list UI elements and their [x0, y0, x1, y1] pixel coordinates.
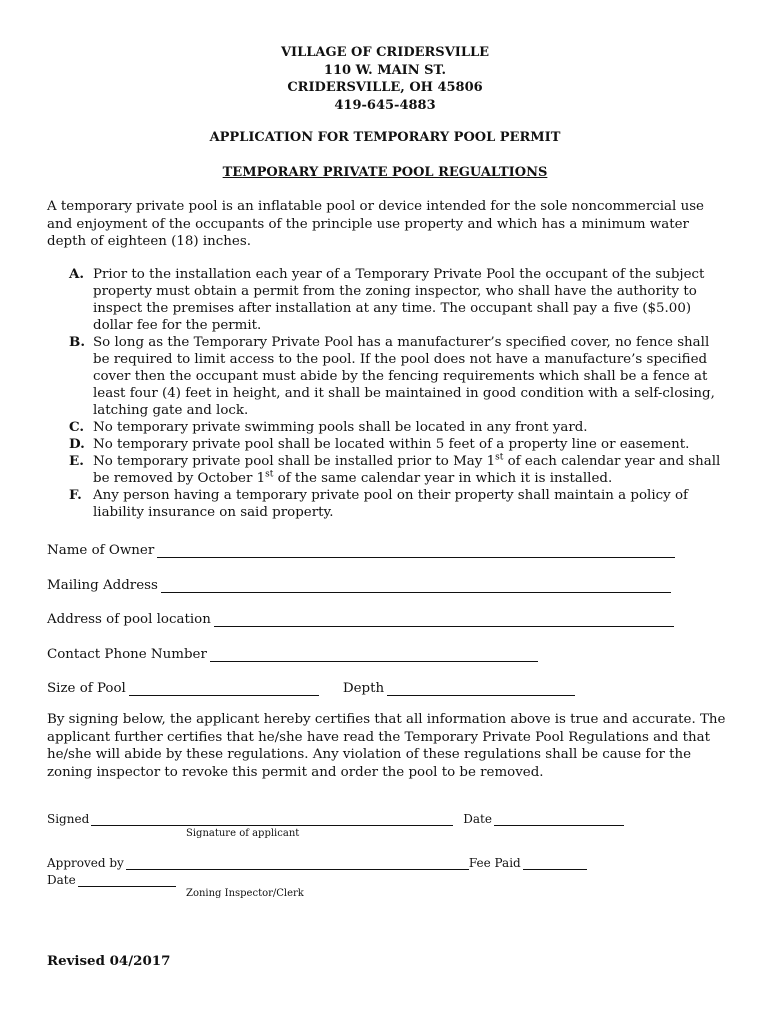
rule-letter: E. [69, 453, 84, 469]
certification-paragraph: By signing below, the applicant hereby certifies that all information above is true and accurate. The applicant further certifies that he/she have read the Temporary Private Pool Regulations and that he/she will abide by these regulations. Any violation of these regulations shall be cause for the zoning inspector to revoke this permit and order the pool to be removed. [47, 712, 726, 780]
approval-date-row [47, 873, 176, 887]
approval-date-label: Date [47, 873, 76, 887]
approved-row [47, 856, 587, 870]
owner-input[interactable] [157, 543, 675, 558]
size-label: Size of Pool [47, 681, 126, 696]
depth-input[interactable] [387, 681, 575, 696]
depth-label: Depth [342, 681, 385, 696]
city-state-zip: CRIDERSVILLE, OH 45806 [287, 80, 483, 95]
rule-text: of each calendar year and shall be removed by October 1 [93, 454, 721, 486]
revision-note: Revised 04/2017 [47, 953, 171, 969]
rule-text: So long as the Temporary Private Pool has a manufacturer’s specified cover, no fence shall be required to limit access to the pool. If the pool does not have a manufacture’s specified cover then the occupant must abide by the fencing requirements which shall be a fence at least four (4) feet in height, and it shall be maintained in good condition with a self-closing, latching gate and lock. [93, 335, 715, 418]
rule-text: of the same calendar year in which it is installed. [273, 471, 613, 486]
rule-text: No temporary private pool shall be located within 5 feet of a property line or easement. [93, 437, 690, 452]
signature-input[interactable] [91, 813, 453, 826]
regulations-list [47, 266, 727, 521]
signature-caption: Signature of applicant [186, 828, 300, 839]
date-input[interactable] [494, 813, 624, 826]
location-label: Address of pool location [47, 612, 211, 627]
approved-label: Approved by [47, 856, 124, 870]
rule-letter: F. [69, 487, 82, 503]
rule-d [47, 436, 727, 453]
mailing-input[interactable] [161, 578, 671, 593]
rule-a [47, 266, 727, 334]
size-depth-row [47, 678, 575, 696]
inspector-caption: Zoning Inspector/Clerk [186, 888, 304, 899]
street-address: 110 W. MAIN ST. [323, 62, 447, 78]
phone-label: Contact Phone Number [47, 647, 207, 662]
letterhead [0, 44, 770, 114]
approved-input[interactable] [126, 857, 469, 870]
owner-label: Name of Owner [47, 543, 155, 558]
rule-text: No temporary private pool shall be installed prior to May 1 [93, 454, 496, 469]
mailing-label: Mailing Address [47, 578, 158, 593]
signed-row [47, 812, 624, 826]
size-input[interactable] [129, 681, 319, 696]
rule-letter: B. [69, 334, 85, 350]
ordinal-suffix: st [265, 469, 274, 480]
rule-letter: D. [69, 436, 85, 452]
fee-input[interactable] [523, 857, 587, 870]
fee-label: Fee Paid [468, 856, 521, 870]
intro-paragraph: A temporary private pool is an inflatable pool or device intended for the sole noncommercial use and enjoyment of the occupants of the principle use property and which has a minimum water depth of eighteen (18) inches. [47, 199, 704, 249]
rule-text: No temporary private swimming pools shall be located in any front yard. [93, 420, 588, 435]
rule-e [47, 453, 727, 487]
mailing-field [47, 575, 671, 593]
rule-c [47, 419, 727, 436]
regulations-title: TEMPORARY PRIVATE POOL REGUALTIONS [222, 165, 548, 180]
phone-input[interactable] [210, 647, 538, 662]
location-field [47, 609, 674, 627]
rule-f [47, 487, 727, 521]
rule-letter: C. [69, 419, 85, 435]
rule-b [47, 334, 727, 419]
ordinal-suffix: st [495, 452, 504, 463]
phone-field [47, 644, 538, 662]
rule-text: Any person having a temporary private pool on their property shall maintain a policy of liability insurance on said property. [93, 488, 688, 520]
phone-number: 419-645-4883 [334, 97, 436, 113]
date-label: Date [463, 812, 492, 826]
owner-field [47, 540, 675, 558]
approval-date-input[interactable] [78, 874, 176, 887]
village-name: VILLAGE OF CRIDERSVILLE [280, 45, 490, 60]
rule-letter: A. [69, 266, 85, 282]
signed-label: Signed [47, 812, 90, 826]
location-input[interactable] [214, 612, 674, 627]
rule-text: Prior to the installation each year of a Temporary Private Pool the occupant of the subject property must obtain a permit from the zoning inspector, who shall have the authority to inspect the premises after installation at any time. The occupant shall pay a five ($5.00) dollar fee for the permit. [93, 267, 705, 333]
application-title: APPLICATION FOR TEMPORARY POOL PERMIT [209, 130, 561, 145]
